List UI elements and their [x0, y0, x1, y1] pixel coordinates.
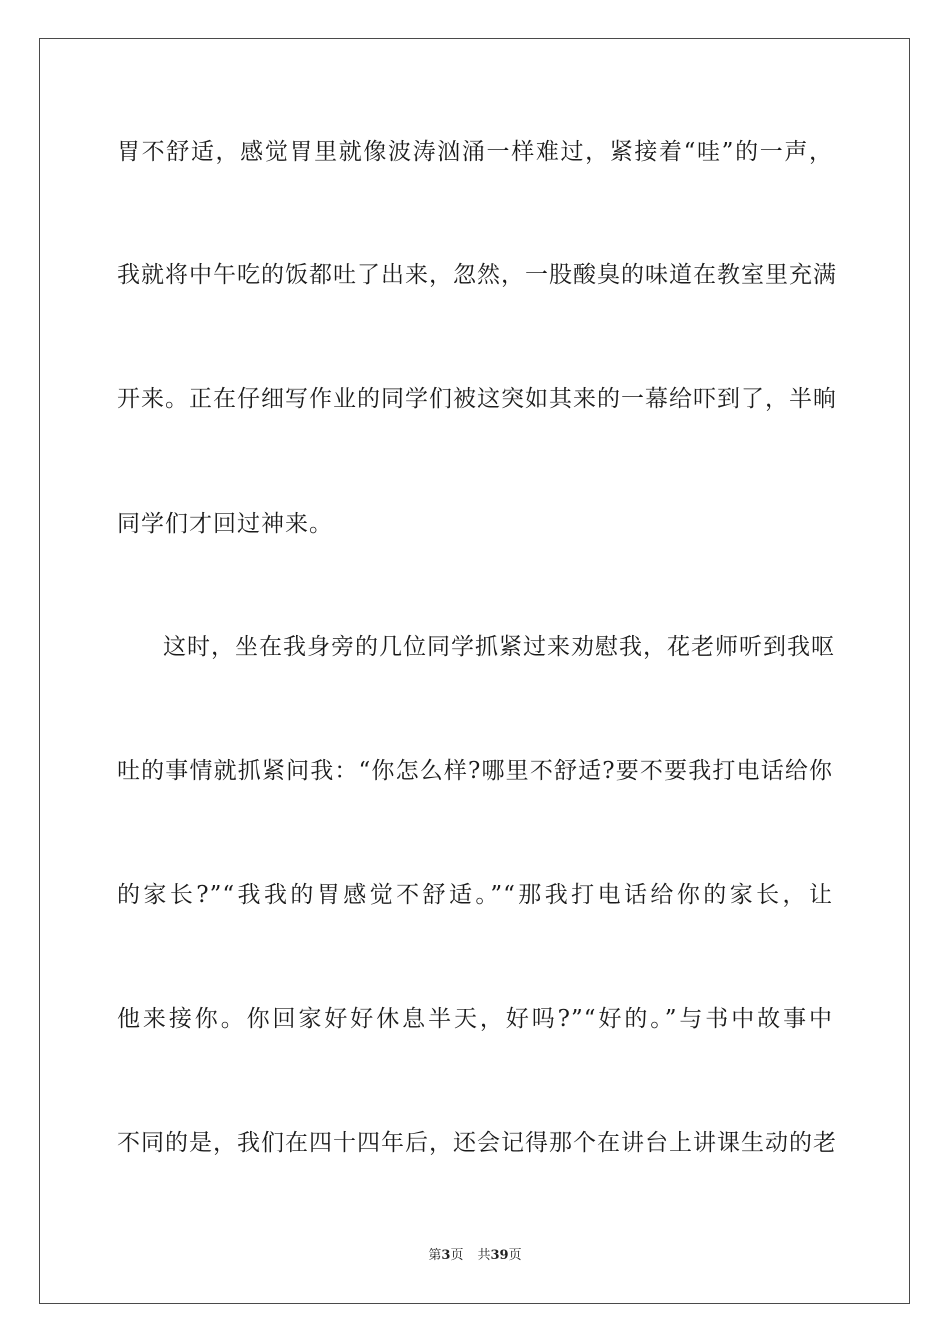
body-line-8: 他来接你。你回家好好休息半天，好吗?”“好的。”与书中故事中	[117, 1006, 833, 1032]
footer-total-prefix: 共	[477, 1248, 491, 1263]
footer-total-pages: 39	[490, 1248, 509, 1263]
body-line-5-paragraph-start: 这时，坐在我身旁的几位同学抓紧过来劝慰我，花老师听到我呕	[163, 634, 835, 660]
footer-page-prefix: 第	[428, 1248, 442, 1263]
footer-total-suffix: 页	[508, 1248, 522, 1263]
body-line-4: 同学们才回过神来。	[117, 511, 333, 537]
page-footer	[0, 1247, 950, 1265]
footer-page-suffix: 页	[450, 1248, 464, 1263]
body-line-3: 开来。正在仔细写作业的同学们被这突如其来的一幕给吓到了，半晌	[117, 386, 837, 412]
body-line-6: 吐的事情就抓紧问我：“你怎么样?哪里不舒适?要不要我打电话给你	[117, 758, 833, 784]
body-line-9: 不同的是，我们在四十四年后，还会记得那个在讲台上讲课生动的老	[117, 1130, 837, 1156]
body-line-7: 的家长?”“我我的胃感觉不舒适。”“那我打电话给你的家长，让	[117, 882, 833, 908]
body-line-1: 胃不舒适，感觉胃里就像波涛汹涌一样难过，紧接着“哇”的一声，	[117, 139, 833, 165]
body-line-2: 我就将中午吃的饭都吐了出来，忽然，一股酸臭的味道在教室里充满	[117, 262, 837, 288]
footer-page-number: 3	[441, 1248, 451, 1263]
page-border	[39, 38, 910, 1304]
